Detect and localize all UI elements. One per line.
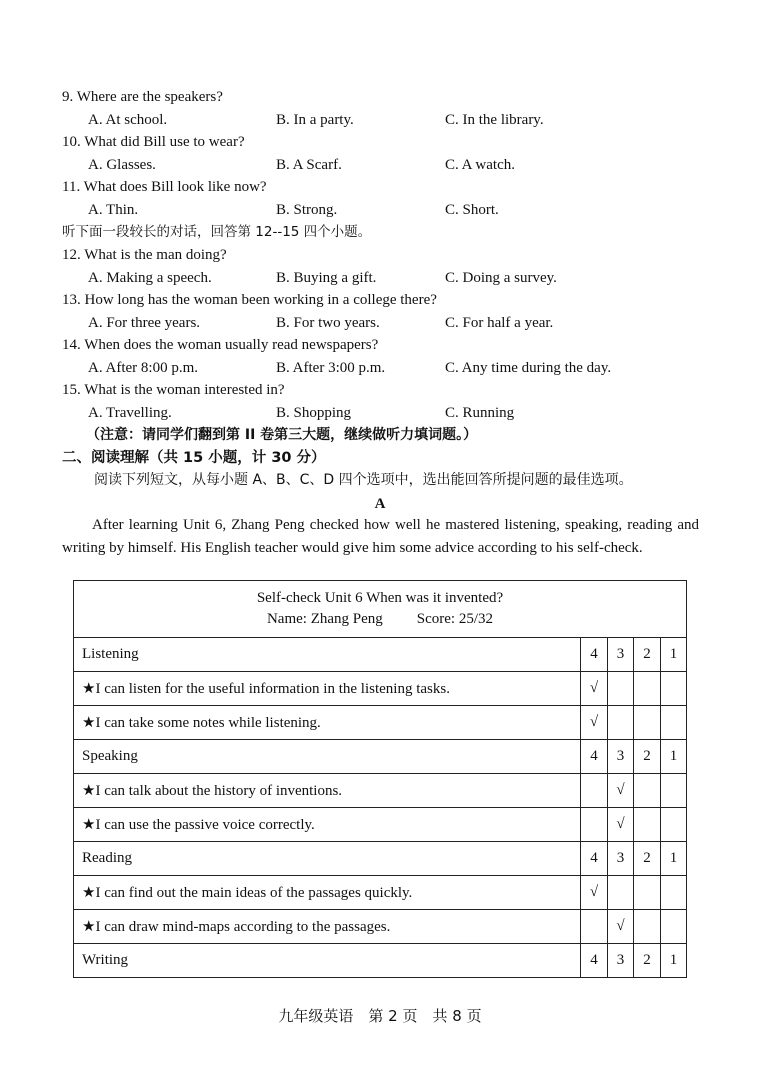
table-row bbox=[74, 910, 687, 944]
empty-cell bbox=[580, 808, 607, 842]
option-15a: A. Travelling. bbox=[88, 405, 172, 421]
option-13c: C. For half a year. bbox=[445, 315, 554, 331]
score-column-3: 3 bbox=[607, 740, 633, 774]
option-12b: B. Buying a gift. bbox=[276, 270, 377, 286]
empty-cell bbox=[660, 808, 686, 842]
empty-cell bbox=[607, 672, 633, 706]
skill-statement: ★I can listen for the useful information in the listening tasks. bbox=[74, 672, 581, 706]
empty-cell bbox=[580, 910, 607, 944]
option-11b: B. Strong. bbox=[276, 202, 338, 218]
note: （注意：请同学们翻到第 II 卷第三大题，继续做听力填词题。） bbox=[86, 427, 478, 443]
question-9: 9. Where are the speakers? bbox=[62, 89, 223, 105]
empty-cell bbox=[607, 706, 633, 740]
section-row-listening bbox=[74, 638, 687, 672]
score: Score: 25/32 bbox=[416, 611, 494, 627]
table-row bbox=[74, 706, 687, 740]
section-name: Speaking bbox=[74, 740, 581, 774]
option-9c: C. In the library. bbox=[445, 112, 544, 128]
score-column-1: 1 bbox=[660, 740, 686, 774]
question-13: 13. How long has the woman been working in a college there? bbox=[62, 292, 437, 308]
score-column-2: 2 bbox=[633, 842, 660, 876]
option-11a: A. Thin. bbox=[88, 202, 139, 218]
skill-statement: ★I can find out the main ideas of the passages quickly. bbox=[74, 876, 581, 910]
check-mark: √ bbox=[580, 706, 607, 740]
section2-instruction: 阅读下列短文，从每小题 A、B、C、D 四个选项中，选出能回答所提问题的最佳选项。 bbox=[94, 472, 633, 488]
empty-cell bbox=[633, 706, 660, 740]
score-column-1: 1 bbox=[660, 944, 686, 978]
question-12: 12. What is the man doing? bbox=[62, 247, 227, 263]
page-footer: 九年级英语 第 2 页 共 8 页 bbox=[278, 1007, 482, 1025]
option-9b: B. In a party. bbox=[276, 112, 354, 128]
empty-cell bbox=[633, 876, 660, 910]
section-row-reading bbox=[74, 842, 687, 876]
check-mark: √ bbox=[607, 774, 633, 808]
table-title: Self-check Unit 6 When was it invented? bbox=[256, 590, 504, 606]
option-14c: C. Any time during the day. bbox=[445, 360, 612, 376]
empty-cell bbox=[633, 910, 660, 944]
empty-cell bbox=[633, 672, 660, 706]
option-15c: C. Running bbox=[445, 405, 515, 421]
check-mark: √ bbox=[607, 910, 633, 944]
table-row bbox=[74, 808, 687, 842]
student-name: Name: Zhang Peng bbox=[266, 611, 383, 627]
question-11: 11. What does Bill look like now? bbox=[62, 179, 267, 195]
option-12a: A. Making a speech. bbox=[88, 270, 212, 286]
table-row bbox=[74, 774, 687, 808]
section-name: Writing bbox=[74, 944, 581, 978]
score-column-3: 3 bbox=[607, 944, 633, 978]
skill-statement: ★I can draw mind-maps according to the passages. bbox=[74, 910, 581, 944]
passage-text: After learning Unit 6, Zhang Peng checked how well he mastered listening, speaking, reading and writing by himself. His English teacher would give him some advice according to his self-check. bbox=[62, 517, 699, 556]
self-check-table bbox=[73, 580, 687, 978]
table-row bbox=[74, 876, 687, 910]
score-column-3: 3 bbox=[607, 842, 633, 876]
section-row-writing bbox=[74, 944, 687, 978]
option-13a: A. For three years. bbox=[88, 315, 201, 331]
option-10c: C. A watch. bbox=[445, 157, 515, 173]
option-15b: B. Shopping bbox=[276, 405, 352, 421]
score-column-2: 2 bbox=[633, 638, 660, 672]
option-14b: B. After 3:00 p.m. bbox=[276, 360, 386, 376]
question-10: 10. What did Bill use to wear? bbox=[62, 134, 245, 150]
option-14a: A. After 8:00 p.m. bbox=[88, 360, 198, 376]
check-mark: √ bbox=[607, 808, 633, 842]
score-column-1: 1 bbox=[660, 842, 686, 876]
section-name: Listening bbox=[74, 638, 581, 672]
empty-cell bbox=[660, 774, 686, 808]
empty-cell bbox=[660, 672, 686, 706]
question-15: 15. What is the woman interested in? bbox=[62, 382, 285, 398]
check-mark: √ bbox=[580, 876, 607, 910]
table-row bbox=[74, 672, 687, 706]
empty-cell bbox=[660, 706, 686, 740]
table-title-cell bbox=[74, 581, 687, 638]
option-13b: B. For two years. bbox=[276, 315, 380, 331]
empty-cell bbox=[660, 876, 686, 910]
option-10a: A. Glasses. bbox=[88, 157, 156, 173]
option-11c: C. Short. bbox=[445, 202, 499, 218]
skill-statement: ★I can talk about the history of inventions. bbox=[74, 774, 581, 808]
option-9a: A. At school. bbox=[88, 112, 168, 128]
option-10b: B. A Scarf. bbox=[276, 157, 342, 173]
score-column-4: 4 bbox=[580, 740, 607, 774]
skill-statement: ★I can use the passive voice correctly. bbox=[74, 808, 581, 842]
score-column-2: 2 bbox=[633, 740, 660, 774]
passage-letter: A bbox=[374, 496, 386, 512]
instruction-12-15: 听下面一段较长的对话，回答第 12--15 四个小题。 bbox=[62, 224, 372, 240]
section-row-speaking bbox=[74, 740, 687, 774]
table-header-row bbox=[74, 581, 687, 638]
empty-cell bbox=[607, 876, 633, 910]
score-column-2: 2 bbox=[633, 944, 660, 978]
score-column-3: 3 bbox=[607, 638, 633, 672]
score-column-4: 4 bbox=[580, 944, 607, 978]
empty-cell bbox=[660, 910, 686, 944]
section-name: Reading bbox=[74, 842, 581, 876]
skill-statement: ★I can take some notes while listening. bbox=[74, 706, 581, 740]
option-12c: C. Doing a survey. bbox=[445, 270, 557, 286]
question-14: 14. When does the woman usually read newspapers? bbox=[62, 337, 379, 353]
empty-cell bbox=[633, 808, 660, 842]
section2-title: 二、阅读理解（共 15 小题，计 30 分） bbox=[62, 450, 326, 466]
score-column-1: 1 bbox=[660, 638, 686, 672]
empty-cell bbox=[580, 774, 607, 808]
score-column-4: 4 bbox=[580, 842, 607, 876]
empty-cell bbox=[633, 774, 660, 808]
score-column-4: 4 bbox=[580, 638, 607, 672]
check-mark: √ bbox=[580, 672, 607, 706]
